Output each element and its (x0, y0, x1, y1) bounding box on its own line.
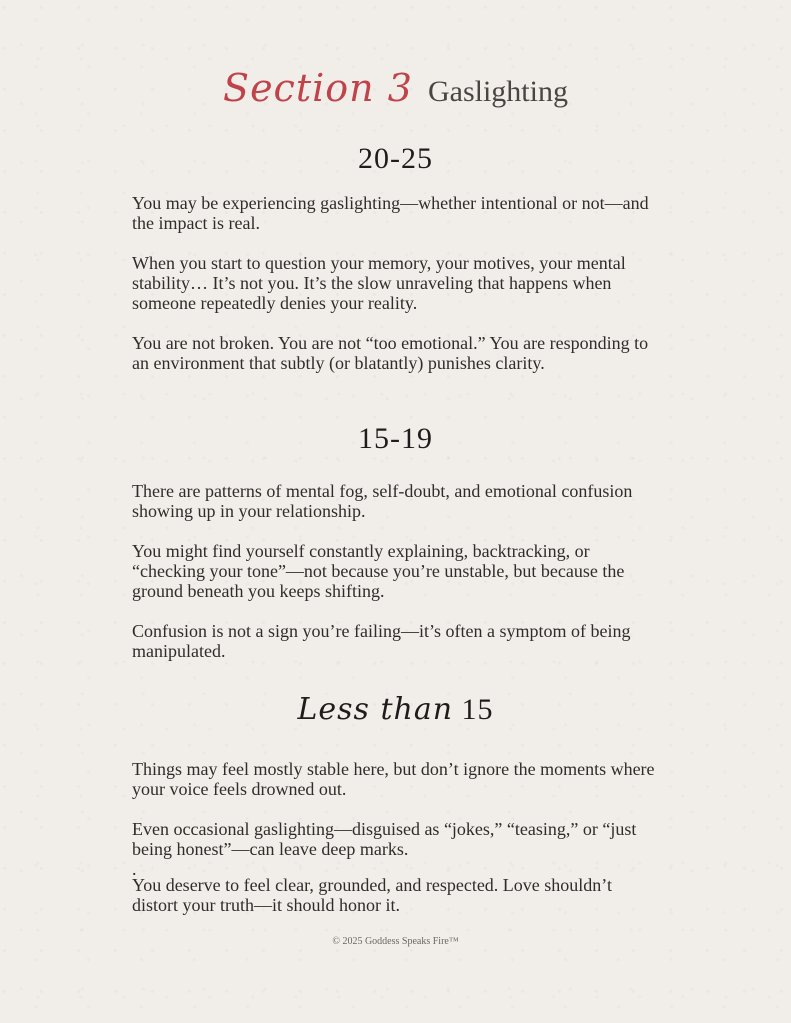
score-range-heading-20-25: 20-25 (358, 142, 433, 175)
section-number-script: Section 3 (223, 66, 413, 110)
score-range-heading-less-than-15 (0, 692, 791, 727)
section-title (0, 66, 791, 110)
result-paragraph: There are patterns of mental fog, self-doubt, and emotional confusion showing up in your relationship. (132, 481, 633, 521)
result-block-20-25 (132, 193, 662, 393)
heading-script-text: Less than (297, 692, 454, 727)
result-paragraph: Confusion is not a sign you’re failing—it’s often a symptom of being manipulated. (132, 621, 631, 661)
result-paragraph: You are not broken. You are not “too emotional.” You are responding to an environment that subtly (or blatantly) punishes clarity. (132, 333, 649, 373)
result-paragraph: You deserve to feel clear, grounded, and respected. Love shouldn’t distort your truth—it should honor it. (132, 875, 612, 915)
result-paragraph: Even occasional gaslighting—disguised as “jokes,” “teasing,” or “just being honest”—can leave deep marks. (132, 819, 637, 859)
score-range-heading-15-19: 15-19 (358, 422, 433, 455)
result-paragraph: You may be experiencing gaslighting—whether intentional or not—and the impact is real. (132, 193, 649, 233)
result-paragraph: You might find yourself constantly explaining, backtracking, or “checking your tone”—not because you’re unstable, but because the ground beneath you keeps shifting. (132, 541, 625, 601)
result-block-less-than-15 (132, 759, 662, 935)
result-paragraph: When you start to question your memory, your motives, your mental stability… It’s not you. It’s the slow unraveling that happens when someone repeatedly denies your reality. (132, 253, 626, 313)
stray-dot: . (132, 859, 137, 879)
section-topic: Gaslighting (427, 75, 568, 108)
copyright-footer: © 2025 Goddess Speaks Fire™ (332, 936, 459, 947)
heading-number: 15 (461, 693, 494, 726)
result-block-15-19 (132, 481, 662, 681)
result-paragraph: Things may feel mostly stable here, but don’t ignore the moments where your voice feels drowned out. (132, 759, 655, 799)
